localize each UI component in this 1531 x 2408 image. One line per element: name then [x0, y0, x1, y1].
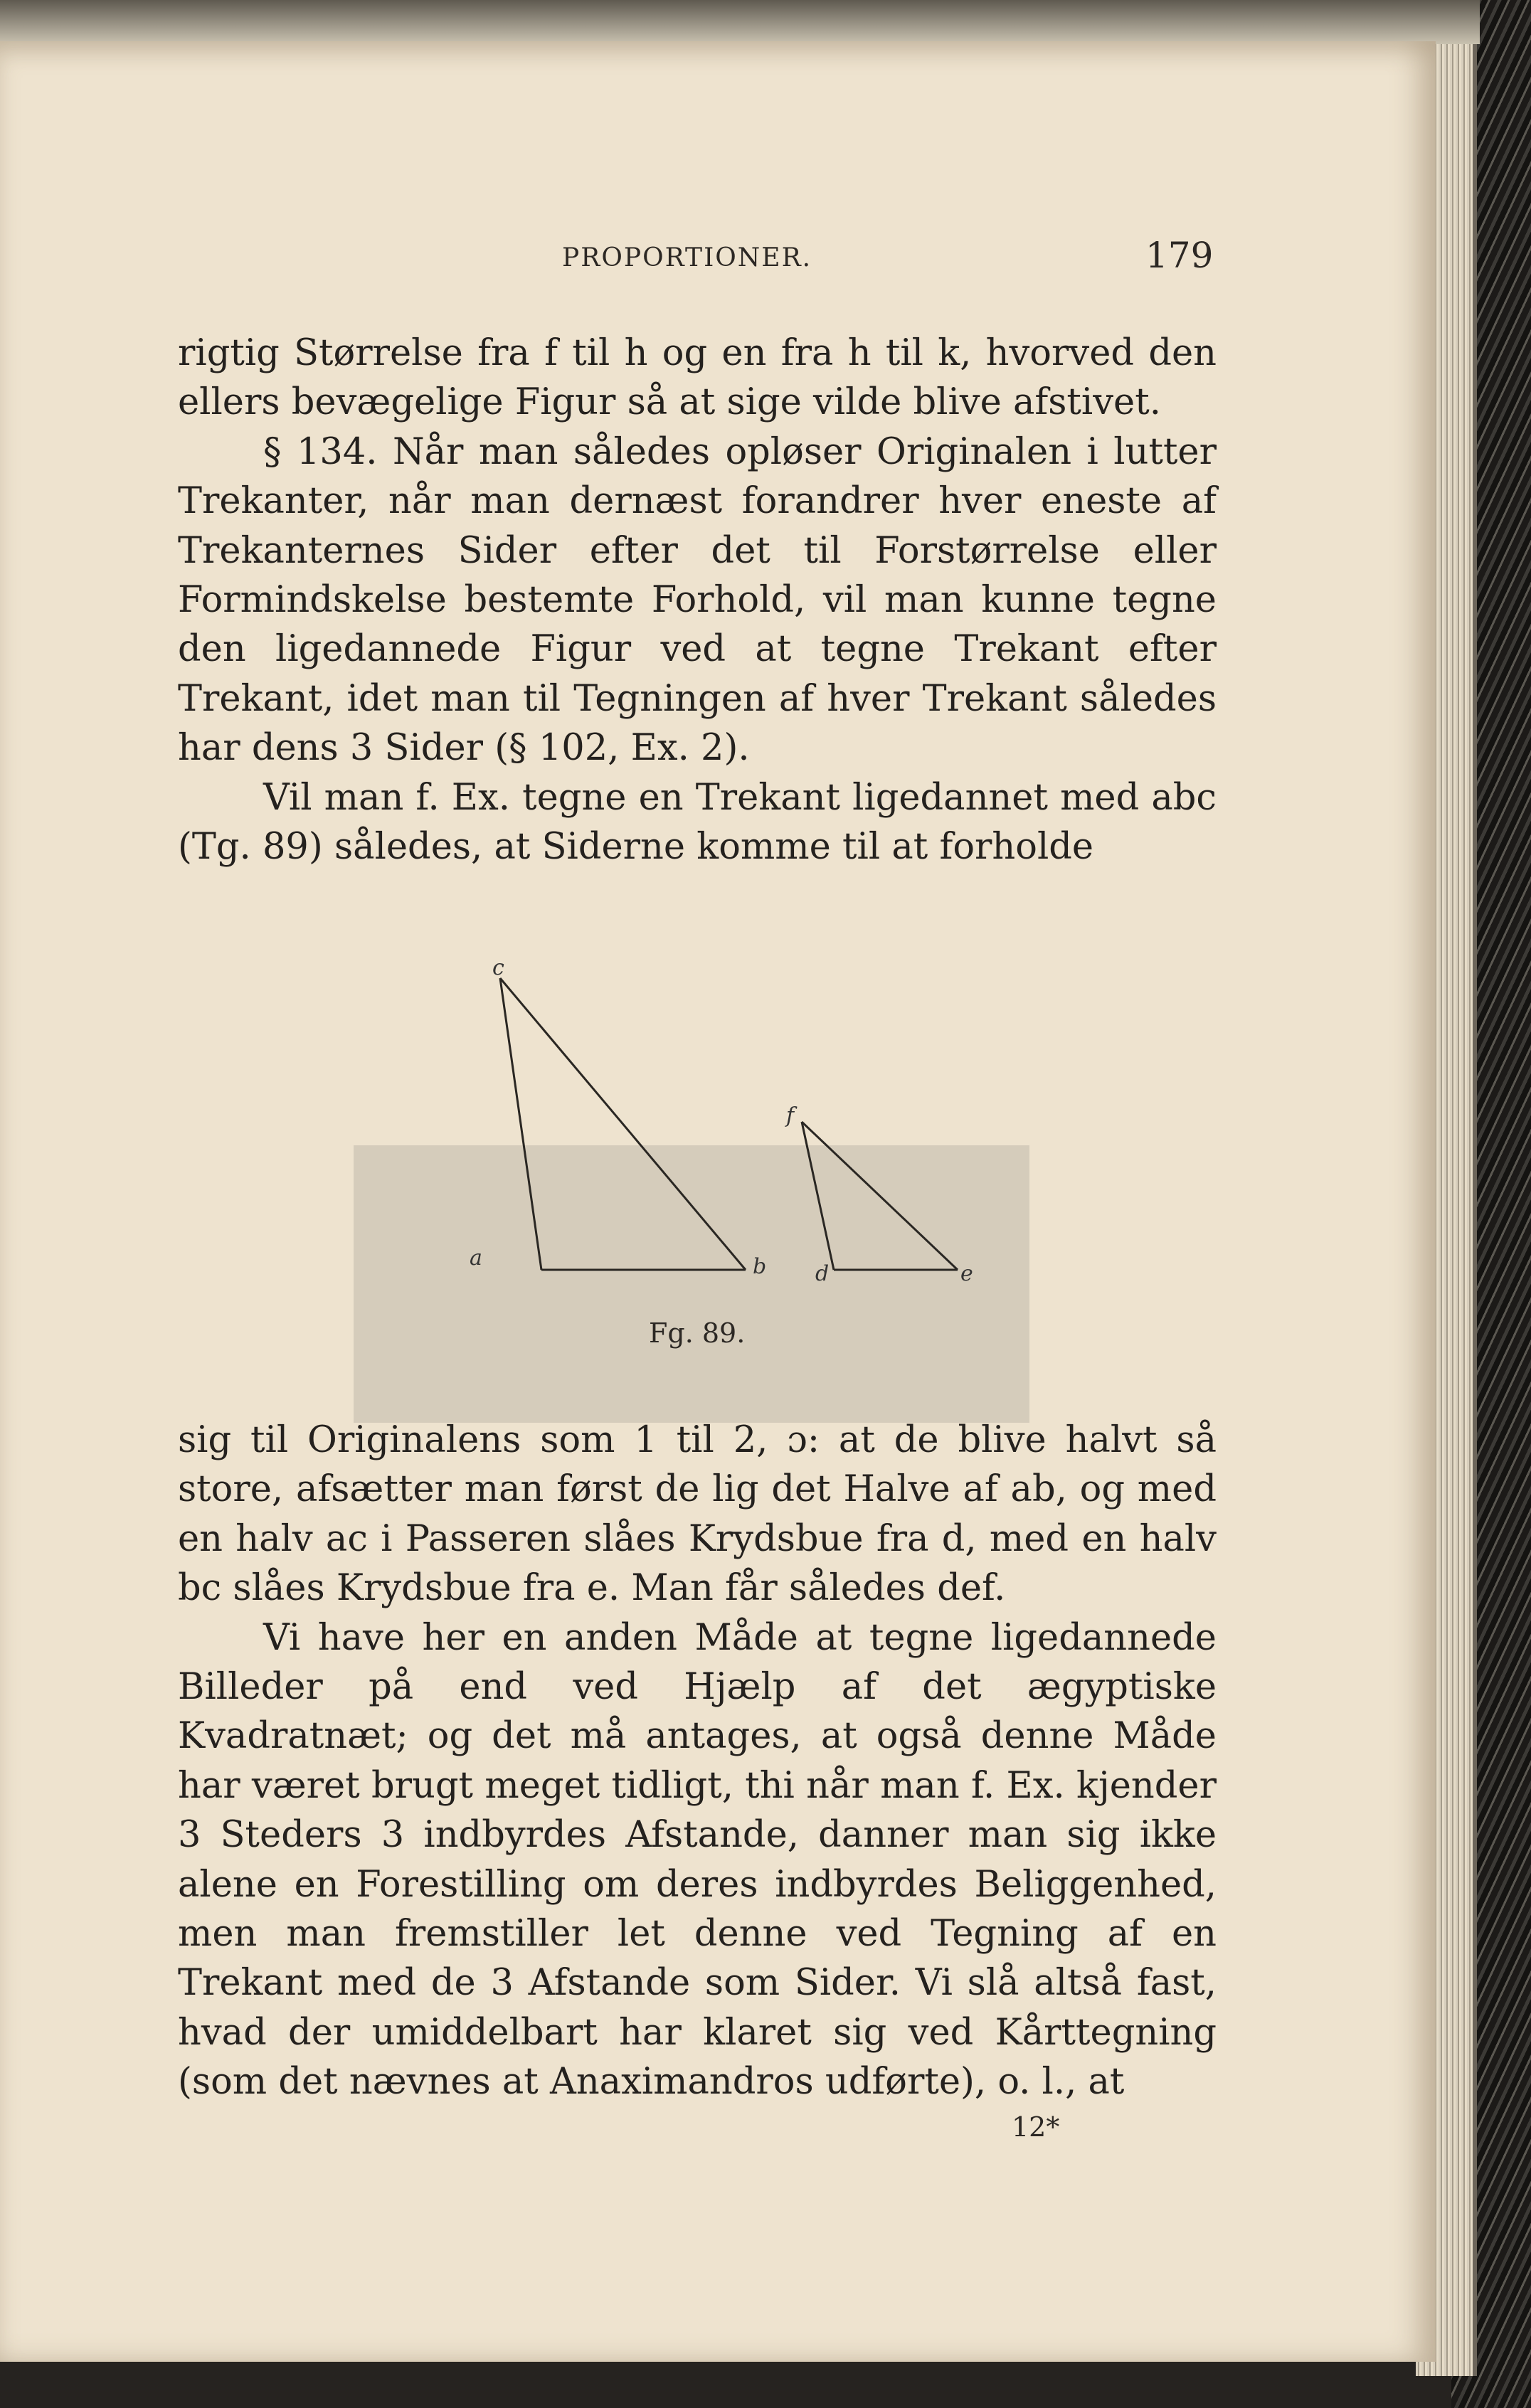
- triangle-def-side-ef: [802, 1122, 958, 1270]
- paragraph: rigtig Størrelse fra f til h og en fra h til k, hvorved den ellers bevægelige Figur så at sige vilde blive afstivet.: [178, 332, 1217, 424]
- vertex-label-d: d: [815, 1261, 830, 1286]
- figure-89: [427, 955, 1053, 1362]
- vertex-label-a: a: [470, 1246, 482, 1271]
- vertex-label-e: e: [960, 1261, 973, 1286]
- paragraph: Vi have her en anden Måde at tegne ligedannede Billeder på end ved Hjælp af det ægyptiske Kvadratnæt; og det må antages, at også denne Måde har været brugt meget tidligt, thi når man f. Ex. kjender 3 Steders 3 indbyrdes Afstande, danner man sig ikke alene en Forestilling om deres indbyrdes Beliggenhed, men man fremstiller let denne ved Tegning af en Trekant med de 3 Afstande som Sider. Vi slå altså fast, hvad der umiddelbart har klaret sig ved Kårttegning (som det nævnes at Anaximandros udførte), o. l., at: [178, 1616, 1217, 2104]
- triangle-abc-side-bc: [500, 978, 746, 1270]
- vertex-label-c: c: [492, 955, 504, 980]
- figure-caption: Fg. 89.: [649, 1317, 746, 1349]
- top-page-edge: [0, 0, 1480, 44]
- page-number: 179: [1145, 235, 1214, 276]
- paragraph-section-134: § 134. Når man således opløser Originalen i lutter Trekanter, når man dernæst forandrer hver eneste af Trekanternes Sider efter det til Forstørrelse eller Formindskelse bestemte Forhold, vil man kunne tegne den ligedannede Figur ved at tegne Trekant efter Trekant, idet man til Tegningen af hver Trekant således har dens 3 Sider (§ 102, Ex. 2).: [178, 430, 1217, 770]
- signature-mark: 12*: [1012, 2111, 1060, 2143]
- paragraph: Vil man f. Ex. tegne en Trekant ligedannet med abc (Tg. 89) således, at Siderne komme til at forholde: [178, 776, 1217, 869]
- triangle-abc-side-ac: [500, 978, 541, 1270]
- vertex-label-f: f: [786, 1103, 795, 1128]
- paragraph: sig til Originalens som 1 til 2, ɔ: at de blive halvt så store, afsætter man først de lig det Halve af ab, og med en halv ac i Passeren slåes Krydsbue fra d, med en halv bc slåes Krydsbue fra e. Man får således def.: [178, 1419, 1217, 1610]
- text-block-bottom: [178, 1416, 1217, 2107]
- page-header: [0, 206, 1436, 277]
- vertex-label-b: b: [753, 1254, 767, 1279]
- triangle-def-side-df: [802, 1122, 834, 1270]
- text-block-top: [178, 329, 1217, 871]
- triangle-diagram: [427, 964, 1053, 1362]
- running-head: PROPORTIONER.: [562, 243, 812, 272]
